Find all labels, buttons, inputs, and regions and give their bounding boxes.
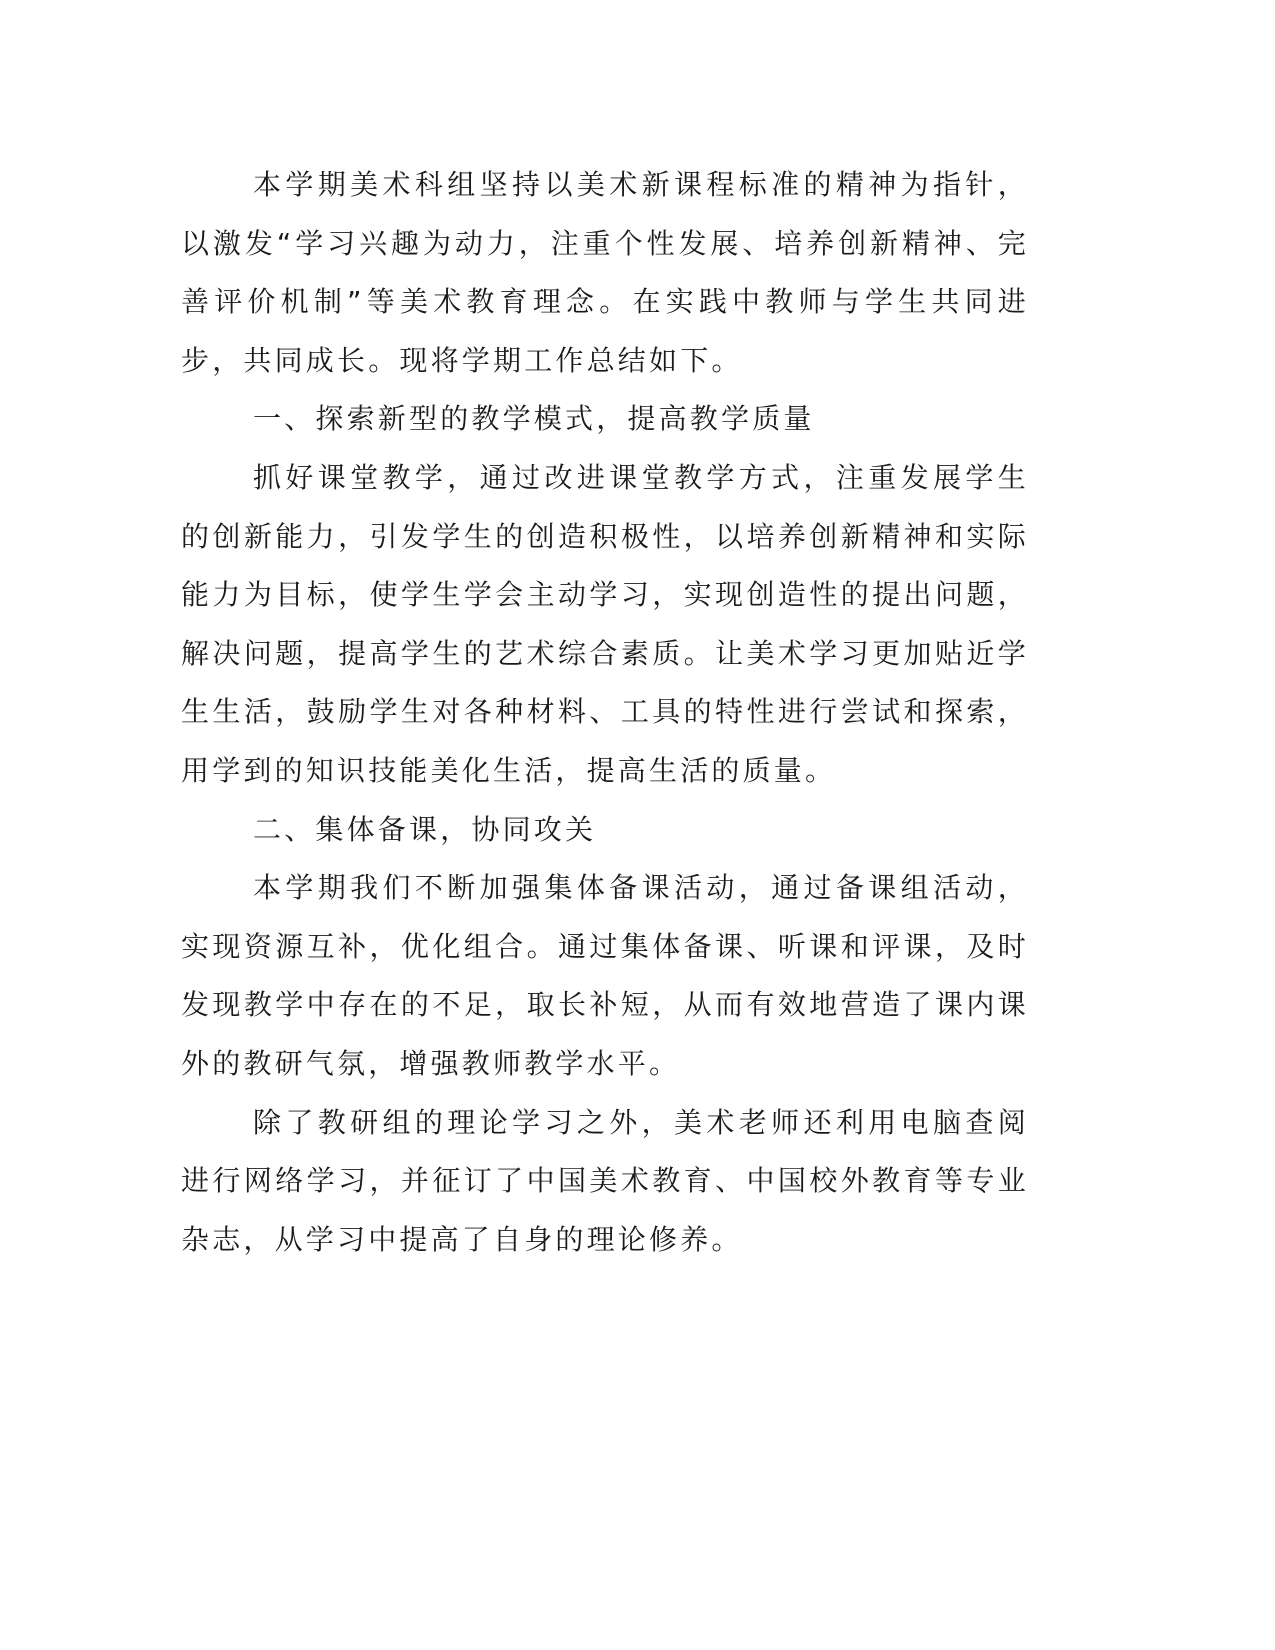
section-heading-1: 一、探索新型的教学模式，提高教学质量 — [253, 402, 815, 436]
paragraph-section-1: 抓好课堂教学，通过改进课堂教学方式，注重发展学生的创新能力，引发学生的创造积极性，以培养创新精神和实际能力为目标，使学生学会主动学习，实现创造性的提出问题，解决问题，提高学生的艺术综合素质。让美术学习更加贴近学生生活，鼓励学生对各种材料、工具的特性进行尝试和探索，用学到的知识技能美化生活，提高生活的质量。 — [181, 460, 1029, 787]
paragraph-intro: 本学期美术科组坚持以美术新课程标准的精神为指针，以激发“学习兴趣为动力，注重个性发展、培养创新精神、完善评价机制”等美术教育理念。在实践中教师与学生共同进步，共同成长。现将学期工作总结如下。 — [181, 168, 1029, 377]
paragraph-closing: 除了教研组的理论学习之外，美术老师还利用电脑查阅进行网络学习，并征订了中国美术教育、中国校外教育等专业杂志，从学习中提高了自身的理论修养。 — [181, 1105, 1029, 1256]
section-heading-2: 二、集体备课，协同攻关 — [253, 812, 597, 846]
document-body — [181, 156, 1029, 1269]
paragraph-section-2: 本学期我们不断加强集体备课活动，通过备课组活动，实现资源互补，优化组合。通过集体备课、听课和评课，及时发现教学中存在的不足，取长补短，从而有效地营造了课内课外的教研气氛，增强教师教学水平。 — [181, 871, 1029, 1080]
